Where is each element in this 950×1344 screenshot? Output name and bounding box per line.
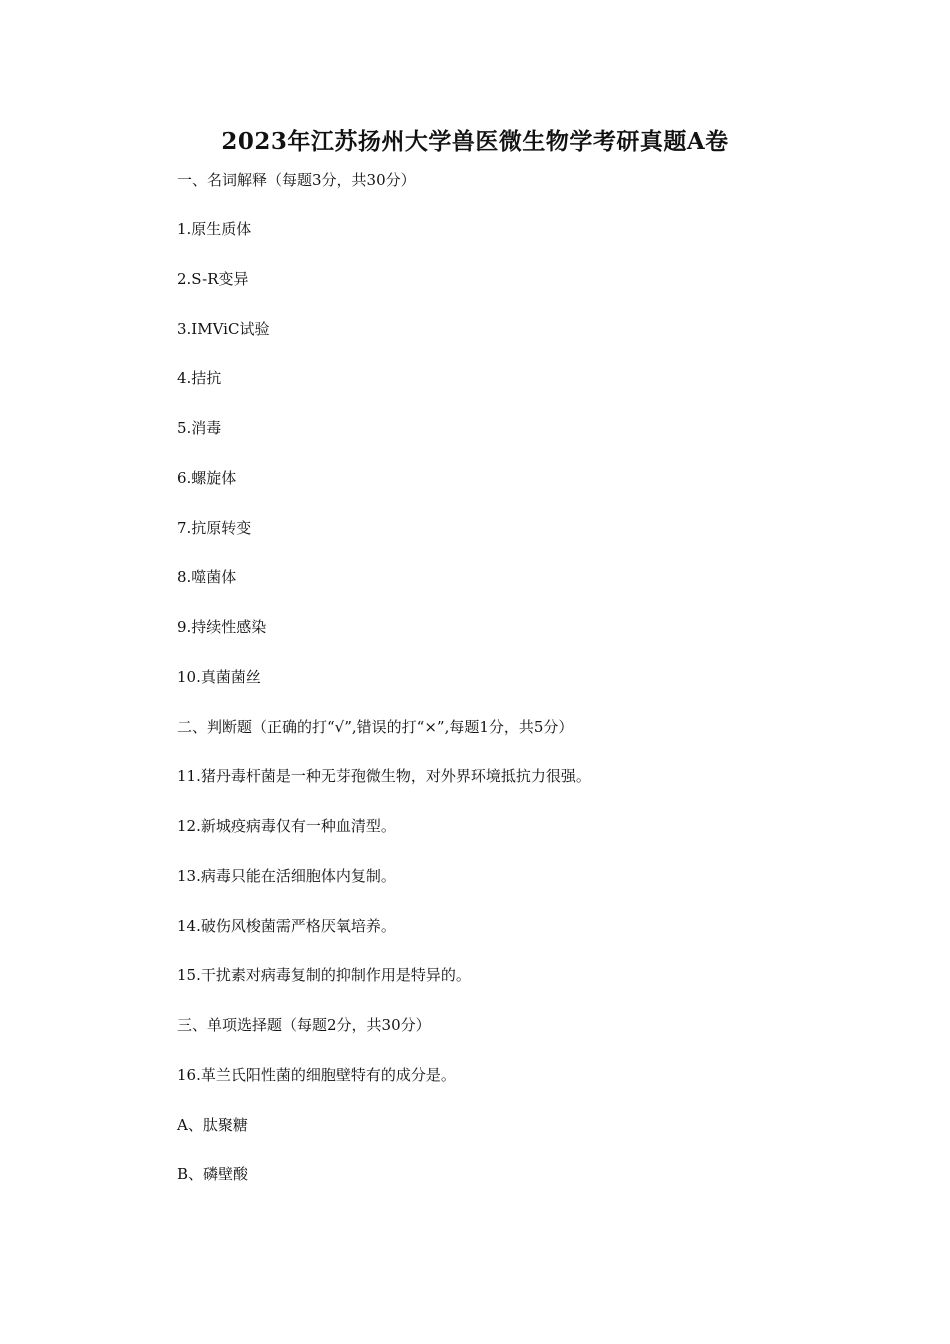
- question-4: 4.拮抗: [177, 369, 222, 387]
- question-10: 10.真菌菌丝: [177, 668, 261, 686]
- option-a: A、肽聚糖: [177, 1116, 248, 1134]
- document-title: 2023年江苏扬州大学兽医微生物学考研真题A卷: [221, 128, 729, 155]
- question-13: 13.病毒只能在活细胞体内复制。: [177, 867, 396, 885]
- question-11: 11.猪丹毒杆菌是一种无芽孢微生物，对外界环境抵抗力很强。: [177, 767, 591, 785]
- question-14: 14.破伤风梭菌需严格厌氧培养。: [177, 917, 396, 935]
- question-15: 15.干扰素对病毒复制的抑制作用是特异的。: [177, 966, 471, 984]
- question-9: 9.持续性感染: [177, 618, 267, 636]
- question-6: 6.螺旋体: [177, 469, 237, 487]
- question-16: 16.革兰氏阳性菌的细胞壁特有的成分是。: [177, 1066, 456, 1084]
- question-1: 1.原生质体: [177, 220, 252, 238]
- question-5: 5.消毒: [177, 419, 222, 437]
- option-b: B、磷壁酸: [177, 1165, 249, 1183]
- question-7: 7.抗原转变: [177, 519, 252, 537]
- question-12: 12.新城疫病毒仅有一种血清型。: [177, 817, 396, 835]
- section-1-heading: 一、名词解释（每题3分，共30分）: [177, 171, 416, 189]
- question-3: 3.IMViC试验: [177, 320, 270, 338]
- question-2: 2.S-R变异: [177, 270, 249, 288]
- section-2-heading: 二、判断题（正确的打“√”,错误的打“×”,每题1分，共5分）: [177, 718, 574, 736]
- section-3-heading: 三、单项选择题（每题2分，共30分）: [177, 1016, 431, 1034]
- question-8: 8.噬菌体: [177, 568, 237, 586]
